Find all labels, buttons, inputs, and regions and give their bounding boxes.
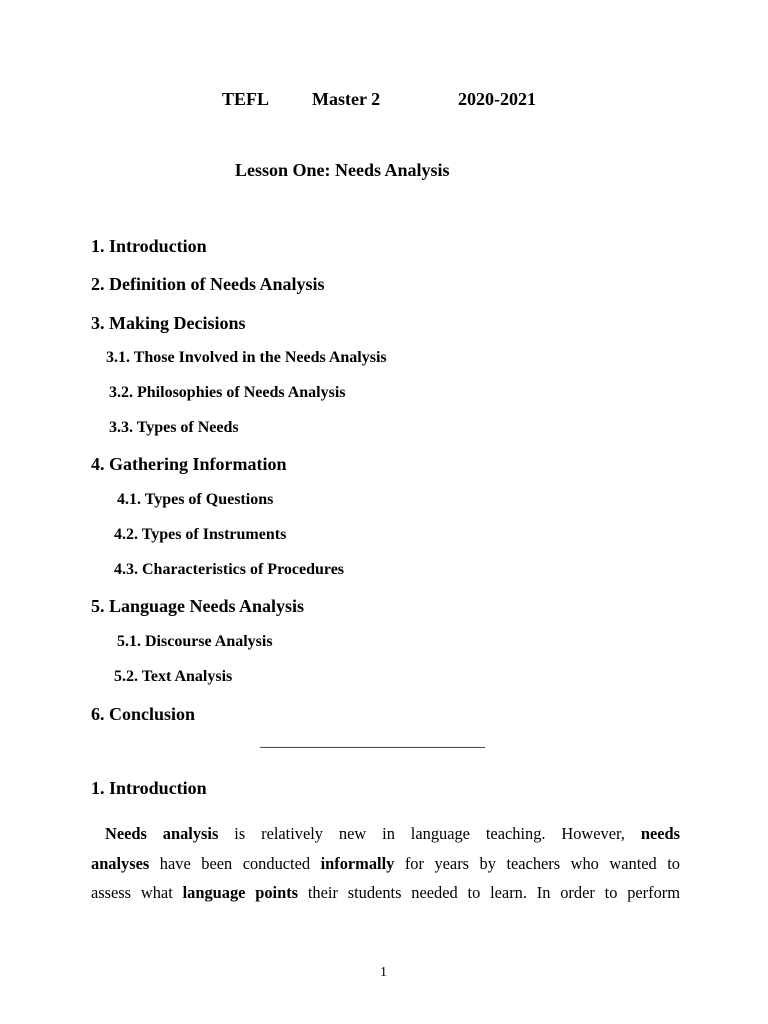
- lesson-title: Lesson One: Needs Analysis: [235, 160, 450, 180]
- toc-subitem-discourse-analysis: 5.1. Discourse Analysis: [117, 633, 273, 650]
- text-run: is relatively new in language teaching. However,: [218, 824, 641, 843]
- term-needs: needs: [640, 824, 680, 843]
- term-needs-analysis: Needs analysis: [105, 824, 219, 843]
- toc-subitem-characteristics: 4.3. Characteristics of Procedures: [114, 561, 345, 578]
- toc-subitem-text-analysis: 5.2. Text Analysis: [114, 668, 233, 685]
- paragraph-line-3: [91, 878, 680, 908]
- term-analyses: analyses: [91, 853, 150, 873]
- text-run: assess what: [91, 883, 183, 902]
- toc-item-language-needs-analysis: 5. Language Needs Analysis: [91, 596, 305, 616]
- course-label: TEFL: [222, 89, 270, 109]
- toc-subitem-philosophies: 3.2. Philosophies of Needs Analysis: [109, 384, 346, 401]
- toc-item-conclusion: 6. Conclusion: [91, 704, 196, 724]
- text-run: have been conducted: [149, 853, 321, 873]
- toc-subitem-those-involved: 3.1. Those Involved in the Needs Analysis: [106, 349, 387, 366]
- level-label: Master 2: [312, 89, 381, 109]
- toc-item-gathering-information: 4. Gathering Information: [91, 454, 287, 474]
- term-language-points: language points: [182, 883, 299, 902]
- paragraph-line-1: [91, 819, 680, 849]
- toc-item-introduction: 1. Introduction: [91, 236, 207, 256]
- separator-line: ______________________________: [260, 734, 485, 750]
- intro-paragraph: [91, 819, 680, 908]
- year-label: 2020-2021: [458, 89, 536, 109]
- toc-item-making-decisions: 3. Making Decisions: [91, 313, 246, 333]
- toc-subitem-types-of-questions: 4.1. Types of Questions: [117, 491, 274, 508]
- page-number: 1: [380, 965, 387, 980]
- section-heading: 1. Introduction: [91, 778, 207, 798]
- paragraph-line-2: [91, 849, 680, 879]
- toc-item-definition: 2. Definition of Needs Analysis: [91, 274, 325, 294]
- text-run: for years by teachers who wanted to: [394, 853, 680, 873]
- term-informally: informally: [320, 853, 395, 873]
- toc-subitem-types-of-needs: 3.3. Types of Needs: [109, 419, 239, 436]
- text-run: their students needed to learn. In order to perform: [298, 883, 680, 902]
- toc-subitem-types-of-instruments: 4.2. Types of Instruments: [114, 526, 287, 543]
